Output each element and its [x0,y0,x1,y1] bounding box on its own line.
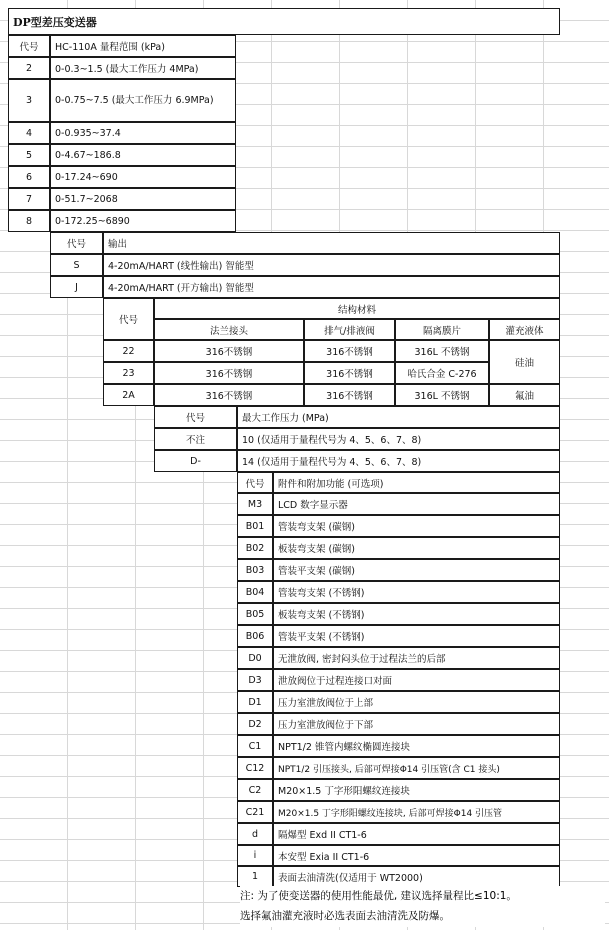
range-row-code: 3 [8,79,50,122]
material-col-diaphragm: 隔离膜片 [395,319,489,340]
option-code: D0 [237,647,273,669]
option-code: B01 [237,515,273,537]
pressure-row-desc: 10 (仅适用于量程代号为 4、5、6、7、8) [237,428,560,450]
option-desc: 无泄放阀, 密封闷头位于过程法兰的后部 [273,647,560,669]
material-fill-silicone: 硅油 [489,340,560,384]
range-row-code: 6 [8,166,50,188]
option-desc: 隔爆型 Exd II CT1-6 [273,823,560,845]
material-row-vent: 316不锈钢 [304,384,395,406]
range-row-desc: 0-172.25~6890 [50,210,236,232]
range-row-desc: 0-4.67~186.8 [50,144,236,166]
material-col-flange: 法兰接头 [154,319,304,340]
range-row-desc: 0-0.3~1.5 (最大工作压力 4MPa) [50,57,236,79]
option-code: M3 [237,493,273,515]
output-row-desc: 4-20mA/HART (开方输出) 智能型 [103,276,560,298]
option-desc: LCD 数字显示器 [273,493,560,515]
option-code: B05 [237,603,273,625]
material-row-flange: 316不锈钢 [154,384,304,406]
option-desc: NPT1/2 锥管内螺纹椭圆连接块 [273,735,560,757]
option-desc: 板装弯支架 (碳钢) [273,537,560,559]
option-code: C2 [237,779,273,801]
option-code: D2 [237,713,273,735]
page-title: DP型差压变送器 [8,8,560,35]
range-desc-header: HC-110A 量程范围 (kPa) [50,35,236,57]
material-group-header: 结构材料 [154,298,560,319]
material-row-code: 23 [103,362,154,384]
option-code: C1 [237,735,273,757]
material-col-vent: 排气/排液阀 [304,319,395,340]
output-code-header: 代号 [50,232,103,254]
material-row-diaphragm: 316L 不锈钢 [395,384,489,406]
range-row-code: 5 [8,144,50,166]
range-row-code: 8 [8,210,50,232]
option-desc: 压力室泄放阀位于上部 [273,691,560,713]
material-row-flange: 316不锈钢 [154,340,304,362]
option-desc: 本安型 Exia II CT1-6 [273,845,560,866]
range-row-desc: 0-17.24~690 [50,166,236,188]
option-desc: NPT1/2 引压接头, 后部可焊接Φ14 引压管(含 C1 接头) [273,757,560,779]
material-fill-fluoro: 氟油 [489,384,560,406]
range-row-code: 7 [8,188,50,210]
material-row-vent: 316不锈钢 [304,362,395,384]
material-col-fill: 灌充液体 [489,319,560,340]
option-desc: 压力室泄放阀位于下部 [273,713,560,735]
option-code: i [237,845,273,866]
range-code-header: 代号 [8,35,50,57]
pressure-row-code: D- [154,450,237,472]
option-code: B03 [237,559,273,581]
option-desc: M20×1.5 丁字形阳螺纹连接块 [273,779,560,801]
option-code: B04 [237,581,273,603]
pressure-row-code: 不注 [154,428,237,450]
option-code: B02 [237,537,273,559]
option-desc: 管装平支架 (不锈钢) [273,625,560,647]
range-row-desc: 0-0.75~7.5 (最大工作压力 6.9MPa) [50,79,236,122]
material-row-code: 22 [103,340,154,362]
material-row-diaphragm: 哈氏合金 C-276 [395,362,489,384]
option-code: 1 [237,866,273,887]
option-code: C12 [237,757,273,779]
pressure-code-header: 代号 [154,406,237,428]
output-row-code: S [50,254,103,276]
option-code: D1 [237,691,273,713]
pressure-desc-header: 最大工作压力 (MPa) [237,406,560,428]
range-row-code: 2 [8,57,50,79]
output-row-desc: 4-20mA/HART (线性输出) 智能型 [103,254,560,276]
option-desc: 管装弯支架 (不锈钢) [273,581,560,603]
option-desc: 板装弯支架 (不锈钢) [273,603,560,625]
range-row-desc: 0-0.935~37.4 [50,122,236,144]
option-code: B06 [237,625,273,647]
option-code: C21 [237,801,273,823]
output-desc-header: 输出 [103,232,560,254]
pressure-row-desc: 14 (仅适用于量程代号为 4、5、6、7、8) [237,450,560,472]
output-row-code: J [50,276,103,298]
note-line-1: 注: 为了使变送器的使用性能最优, 建议选择量程比≤10:1。 [240,886,605,907]
range-row-desc: 0-51.7~2068 [50,188,236,210]
options-code-header: 代号 [237,472,273,493]
material-code-header: 代号 [103,298,154,340]
option-desc: 泄放阀位于过程连接口对面 [273,669,560,691]
note-line-2: 选择氟油灌充液时必选表面去油清洗及防爆。 [240,906,605,927]
option-code: D3 [237,669,273,691]
option-code: d [237,823,273,845]
options-desc-header: 附件和附加功能 (可选项) [273,472,560,493]
option-desc: 管装弯支架 (碳钢) [273,515,560,537]
option-desc: 表面去油清洗(仅适用于 WT2000) [273,866,560,887]
material-row-diaphragm: 316L 不锈钢 [395,340,489,362]
material-row-flange: 316不锈钢 [154,362,304,384]
option-desc: 管装平支架 (碳钢) [273,559,560,581]
material-row-vent: 316不锈钢 [304,340,395,362]
material-row-code: 2A [103,384,154,406]
range-row-code: 4 [8,122,50,144]
option-desc: M20×1.5 丁字形阳螺纹连接块, 后部可焊接Φ14 引压管 [273,801,560,823]
